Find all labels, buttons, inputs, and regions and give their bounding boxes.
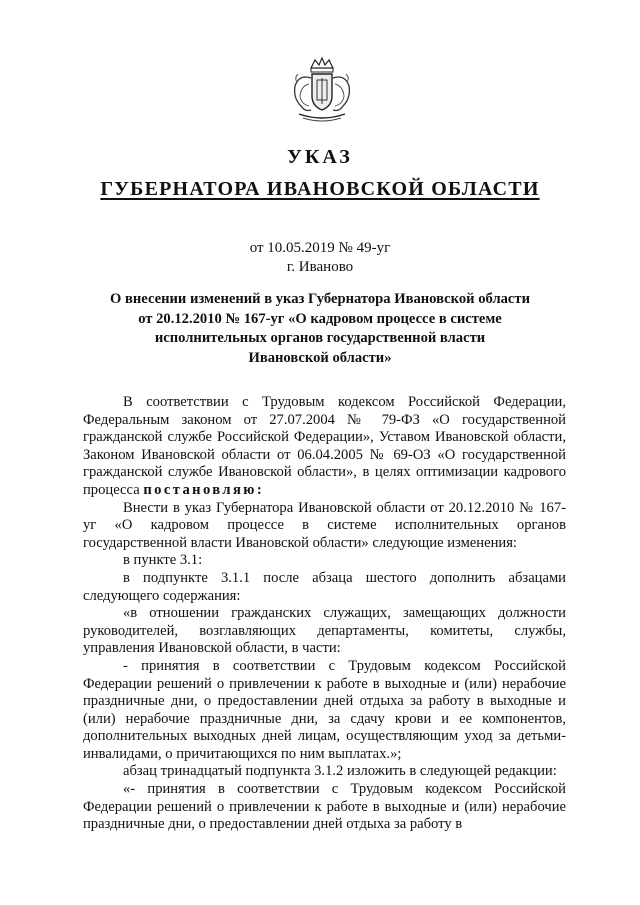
preamble-paragraph [83,394,566,500]
preamble-text: В соответствии с Трудовым кодексом Российской Федерации, Федеральным законом от 27.07.2004 № 79-ФЗ «О государственной гражданской службе Российской Федерации», Уставом Ивановской области, Законом Ивановской области от 06.04.2005 № 69-ОЗ «О государственной гражданской службе Ивановской области», в целях оптимизации кадрового процесса [83,394,566,498]
subject-line: Ивановской области» [248,349,392,366]
decree-verb: постановляю: [143,481,265,498]
body-paragraph: в подпункте 3.1.1 после абзаца шестого дополнить абзацами следующего содержания: [83,569,566,604]
decree-body [83,394,566,834]
body-paragraph: абзац тринадцатый подпункта 3.1.2 изложить в следующей редакции: [123,763,557,780]
body-paragraph: «в отношении гражданских служащих, замещающих должности руководителей, возглавляющих департаменты, комитеты, службы, управления Ивановской области, в части: [83,605,566,657]
document-type-title: УКАЗ [287,146,353,168]
coat-of-arms-emblem [291,56,353,124]
body-paragraph: в пункте 3.1: [123,552,203,569]
issuing-authority-title [0,178,640,201]
body-paragraph: Внести в указ Губернатора Ивановской области от 20.12.2010 № 167-уг «О кадровом процессе в системе исполнительных органов государственной власти Ивановской области» следующие изменения: [83,499,566,551]
body-paragraph: «- принятия в соответствии с Трудовым кодексом Российской Федерации решений о привлечении к работе в выходные и (или) нерабочие праздничные дни, о предоставлении дней отдыха за работу в [83,781,566,833]
subject-line: исполнительных органов государственной власти [154,330,486,346]
body-paragraph: - принятия в соответствии с Трудовым кодексом Российской Федерации решений о привлечении к работе в выходные и (или) нерабочие праздничные дни, о предоставлении дней отдыха за работу в выходные и (или) нерабочие праздничные дни, за сдачу крови и ее компонентов, дополнительных выходных дней лицам, осуществляющим уход за детьми-инвалидами, о причитающихся по ним выплатах.»; [83,657,566,762]
decree-date-number: от 10.05.2019 № 49-уг [249,240,391,256]
decree-city: г. Иваново [286,259,354,275]
subject-line: от 20.12.2010 № 167-уг «О кадровом процессе в системе [138,310,502,327]
issuing-authority-text: ГУБЕРНАТОРА ИВАНОВСКОЙ ОБЛАСТИ [100,178,540,200]
subject-line: О внесении изменений в указ Губернатора Ивановской области [110,291,530,307]
decree-subject [100,290,540,368]
